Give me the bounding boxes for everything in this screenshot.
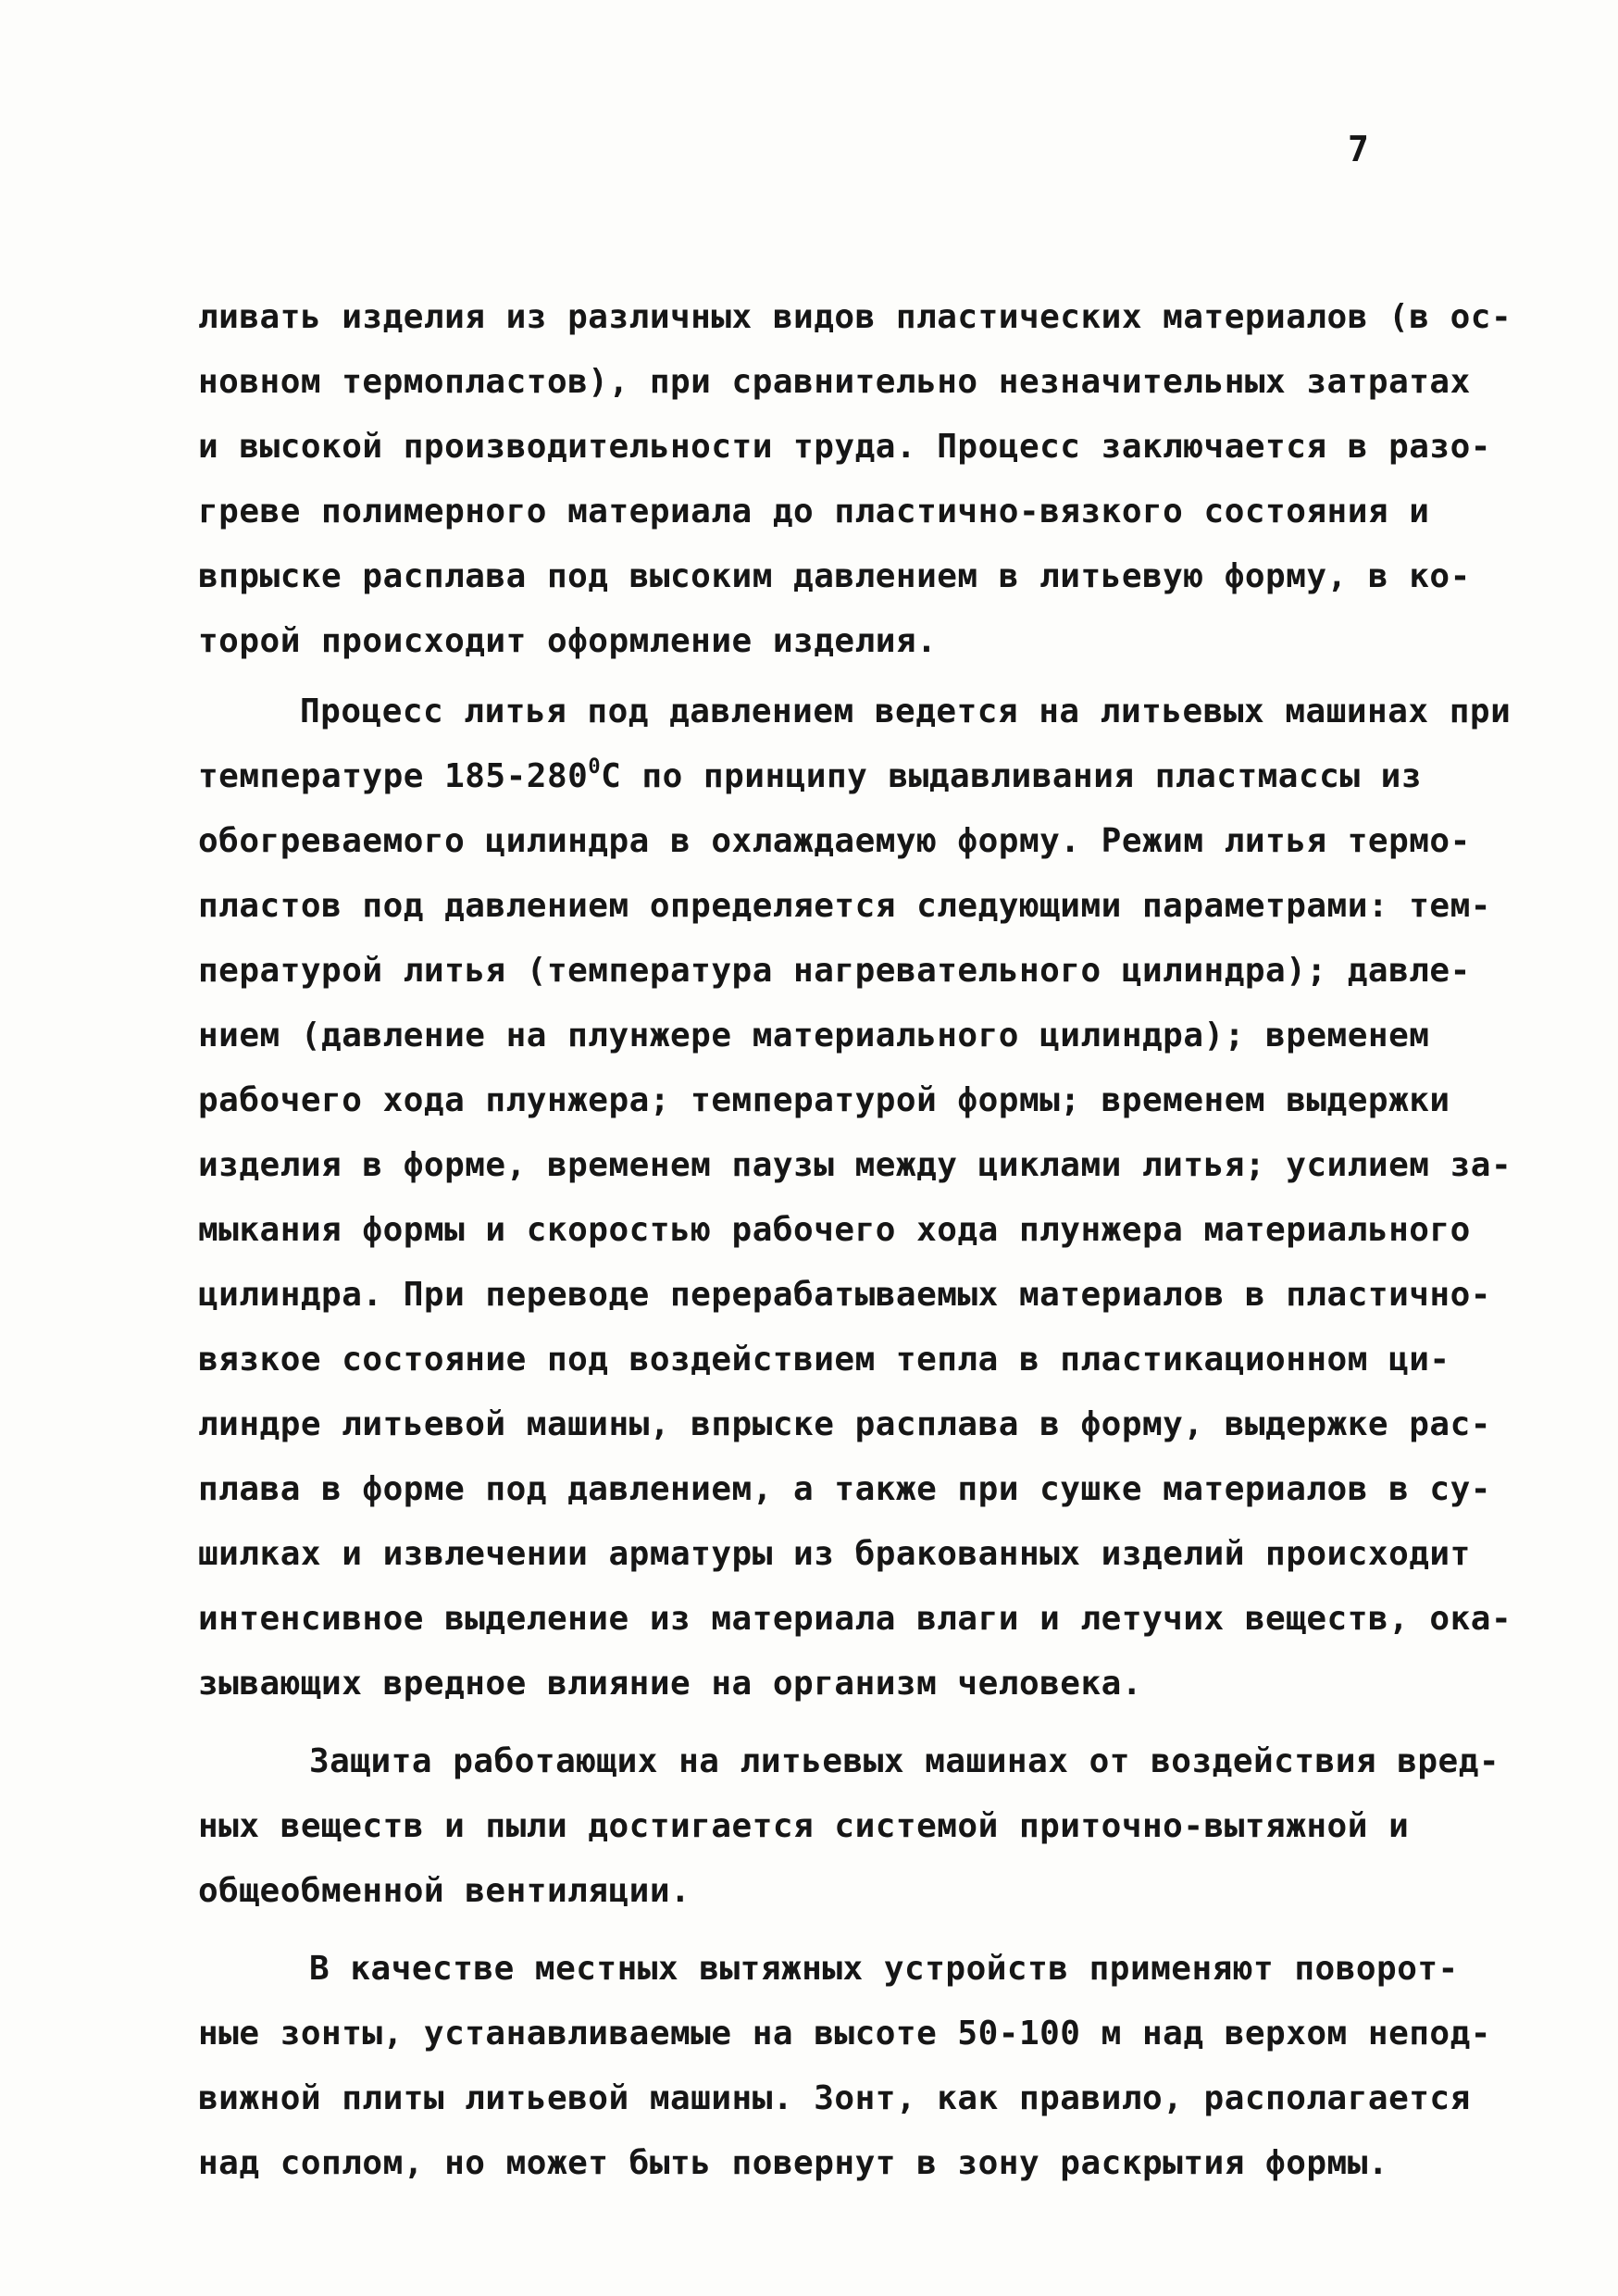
- text-line: и высокой производительности труда. Процесс заключается в разо-: [198, 428, 1491, 466]
- degree-superscript: 0: [588, 755, 602, 779]
- text-line-with-superscript: [198, 744, 1438, 809]
- text-line: ных веществ и пыли достигается системой приточно-вытяжной и: [198, 1807, 1410, 1845]
- text-line: рабочего хода плунжера; температурой формы; временем выдержки: [198, 1081, 1450, 1119]
- text-line: новном термопластов), при сравнительно незначительных затратах: [198, 363, 1471, 401]
- paragraph-2: [198, 680, 1512, 1716]
- text-line: обогреваемого цилиндра в охлаждаемую форму. Режим литья термо-: [198, 822, 1471, 860]
- text-line: линдре литьевой машины, впрыске расплава в форму, выдержке рас-: [198, 1405, 1491, 1443]
- text-segment: температуре 185-280: [198, 757, 589, 795]
- text-line: общеобменной вентиляции.: [198, 1872, 691, 1910]
- text-line: торой происходит оформление изделия.: [198, 622, 938, 660]
- text-line: ные зонты, устанавливаемые на высоте 50-100 м над верхом непод-: [198, 2015, 1491, 2053]
- paragraph-1: [198, 285, 1512, 674]
- text-line: мыкания формы и скоростью рабочего хода плунжера материального: [198, 1211, 1471, 1249]
- paragraph-3: [198, 1729, 1500, 1924]
- text-line: шилках и извлечении арматуры из бракованных изделий происходит: [198, 1535, 1471, 1573]
- text-line: изделия в форме, временем паузы между циклами литья; усилием за-: [198, 1146, 1512, 1184]
- text-line: Процесс литья под давлением ведется на литьевых машинах при: [300, 693, 1512, 730]
- document-body: [198, 285, 1512, 2196]
- text-segment: С по принципу выдавливания пластмассы из: [601, 757, 1423, 795]
- text-line: вязкое состояние под воздействием тепла в пластикационном ци-: [198, 1341, 1450, 1379]
- text-line: плава в форме под давлением, а также при сушке материалов в су-: [198, 1470, 1491, 1508]
- text-line: цилиндра. При переводе перерабатываемых материалов в пластично-: [198, 1276, 1491, 1314]
- text-line: зывающих вредное влияние на организм человека.: [198, 1665, 1142, 1703]
- text-line: нием (давление на плунжере материального цилиндра); временем: [198, 1017, 1430, 1054]
- text-line: впрыске расплава под высоким давлением в литьевую форму, в ко-: [198, 557, 1471, 595]
- text-line: греве полимерного материала до пластично-вязкого состояния и: [198, 493, 1430, 530]
- text-line: ливать изделия из различных видов пластических материалов (в ос-: [198, 298, 1512, 336]
- text-line: пературой литья (температура нагревательного цилиндра); давле-: [198, 952, 1471, 990]
- page-number: 7: [1348, 129, 1369, 169]
- text-line: В качестве местных вытяжных устройств применяют поворот-: [309, 1950, 1459, 1988]
- text-line: над соплом, но может быть повернут в зону раскрытия формы.: [198, 2144, 1389, 2182]
- text-line: вижной плиты литьевой машины. Зонт, как правило, располагается: [198, 2079, 1471, 2117]
- text-line: пластов под давлением определяется следующими параметрами: тем-: [198, 887, 1491, 925]
- text-line: интенсивное выделение из материала влаги и летучих веществ, ока-: [198, 1600, 1512, 1638]
- text-line: Защита работающих на литьевых машинах от воздействия вред-: [309, 1742, 1500, 1780]
- paragraph-4: [198, 1937, 1491, 2196]
